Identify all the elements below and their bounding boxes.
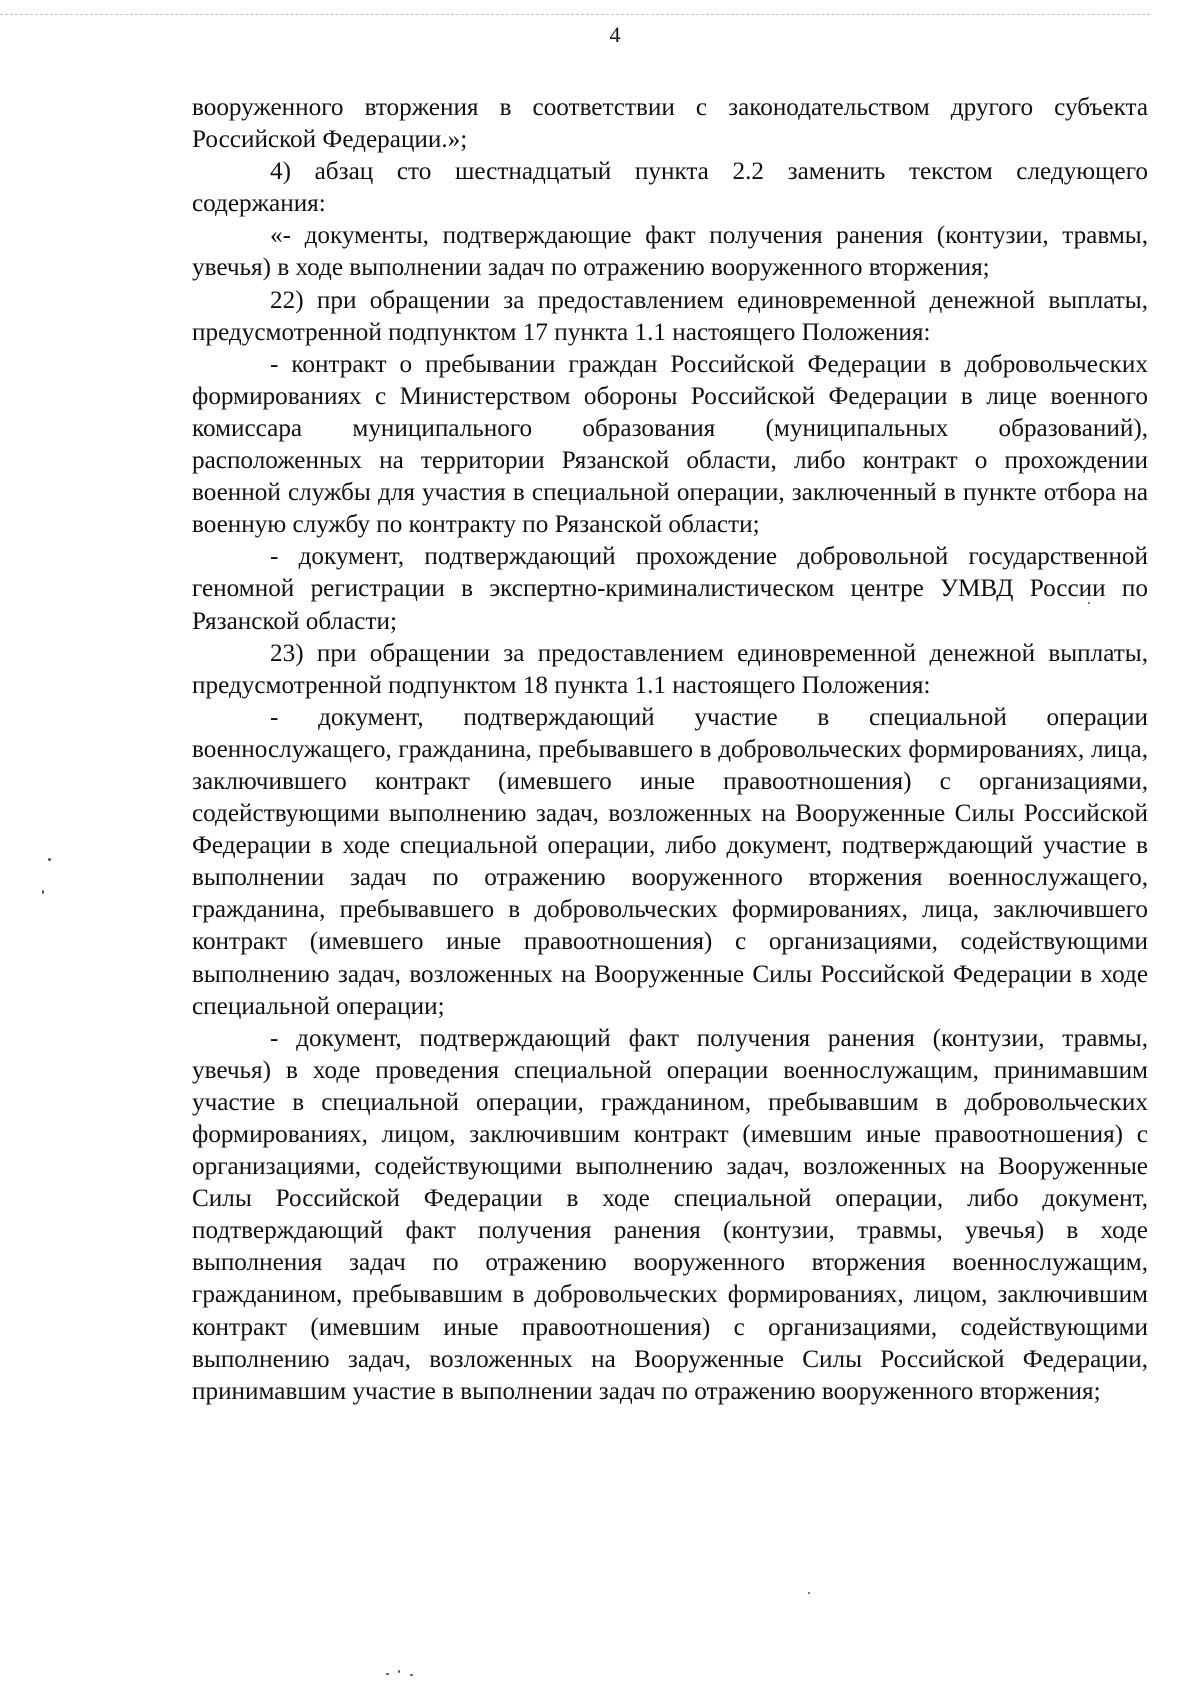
scan-top-edge (0, 14, 1150, 21)
scan-speck (398, 1670, 400, 1673)
document-body (192, 92, 1148, 1408)
page-number: 4 (609, 22, 621, 47)
paragraph-item-23: 23) при обращении за предоставлением единовременной денежной выплаты, предусмотренной подпунктом 18 пункта 1.1 настоящего Положения: (192, 639, 1148, 699)
paragraph-bullet-contract: - контракт о пребывании граждан Российской Федерации в добровольческих формированиях с Министерством обороны Российской Федерации в лице военного комиссара муниципального образования (муниципальных образований), расположенных на территории Рязанской области, либо контракт о прохождении военной службы для участия в специальной операции, заключенный в пункте отбора на военную службу по контракту по Рязанской области; (192, 350, 1148, 539)
paragraph-item-22: 22) при обращении за предоставлением единовременной денежной выплаты, предусмотренной подпунктом 17 пункта 1.1 настоящего Положения: (192, 286, 1148, 346)
scan-speck (410, 1674, 413, 1676)
paragraph-bullet-participation: - документ, подтверждающий участие в специальной операции военнослужащего, гражданина, пребывавшего в добровольческих формированиях, лица, заключившего контракт (имевшего иные правоотношения) с организациями, содействующими выполнению задач, возложенных на Вооруженные Силы Российской Федерации в ходе специальной операции, либо документ, подтверждающий участие в выполнении задач по отражению вооруженного вторжения военнослужащего, гражданина, пребывавшего в добровольческих формированиях, лица, заключившего контракт (имевшего иные правоотношения) с организациями, содействующими выполнению задач, возложенных на Вооруженные Силы Российской Федерации в ходе специальной операции; (192, 703, 1148, 1020)
scan-speck (808, 1592, 810, 1594)
scan-speck (48, 858, 51, 861)
paragraph-bullet-genome-registration: - документ, подтверждающий прохождение добровольной государственной геномной регистрации в экспертно-криминалистическом центре УМВД России по Рязанской области; (192, 543, 1148, 635)
paragraph-item-4: 4) абзац сто шестнадцатый пункта 2.2 заменить текстом следующего содержания: (192, 158, 1148, 218)
scan-speck (1088, 602, 1090, 604)
paragraph-continuation: вооруженного вторжения в соответствии с законодательством другого субъекта Российской Федерации.»; (192, 94, 1148, 154)
scan-speck (386, 1673, 389, 1675)
paragraph-bullet-injury: - документ, подтверждающий факт получения ранения (контузии, травмы, увечья) в ходе проведения специальной операции военнослужащим, принимавшим участие в специальной операции, гражданином, пребывавшим в добровольческих формированиях, лицом, заключившим контракт (имевшим иные правоотношения) с организациями, содействующими выполнению задач, возложенных на Вооруженные Силы Российской Федерации в ходе специальной операции, либо документ, подтверждающий факт получения ранения (контузии, травмы, увечья) в ходе выполнения задач по отражению вооруженного вторжения военнослужащим, гражданином, пребывавшим в добровольческих формированиях, лицом, заключившим контракт (имевшим иные правоотношения) с организациями, содействующими выполнению задач, возложенных на Вооруженные Силы Российской Федерации, принимавшим участие в выполнении задач по отражению вооруженного вторжения; (192, 1024, 1148, 1405)
scan-speck (42, 890, 44, 894)
paragraph-quote-documents: «- документы, подтверждающие факт получения ранения (контузии, травмы, увечья) в ходе выполнении задач по отражению вооруженного вторжения; (192, 222, 1148, 282)
